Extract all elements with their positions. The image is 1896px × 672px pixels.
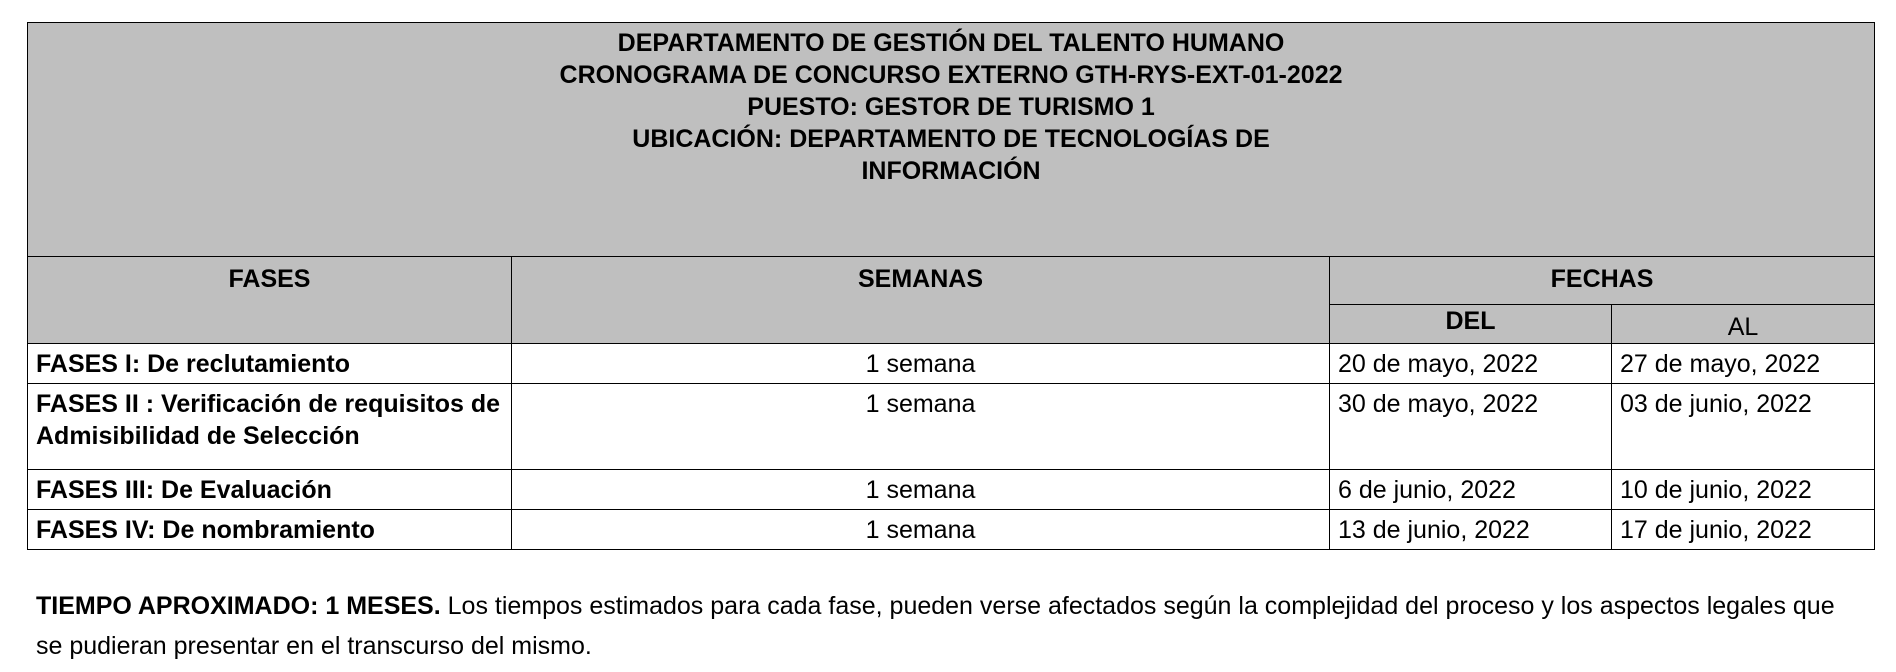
table-row — [28, 344, 1875, 384]
estimated-time-note — [36, 586, 1866, 666]
weeks-cell: 1 semana — [512, 470, 1330, 510]
title-line-location: UBICACIÓN: DEPARTAMENTO DE TECNOLOGÍAS DE — [632, 125, 1270, 153]
title-line-location-cont: INFORMACIÓN — [861, 157, 1041, 185]
date-to-cell: 03 de junio, 2022 — [1612, 384, 1875, 470]
date-to-cell: 17 de junio, 2022 — [1612, 510, 1875, 550]
table-row — [28, 510, 1875, 550]
estimated-time-text: Los tiempos estimados para cada fase, pueden verse afectados según la complejidad del proceso y los aspectos legales que se pudieran presentar en el transcurso del mismo. — [36, 592, 1835, 660]
title-line-position: PUESTO: GESTOR DE TURISMO 1 — [747, 93, 1155, 121]
weeks-cell: 1 semana — [512, 384, 1330, 470]
weeks-cell: 1 semana — [512, 344, 1330, 384]
date-to-cell: 10 de junio, 2022 — [1612, 470, 1875, 510]
column-header-del: DEL — [1330, 305, 1612, 344]
column-header-al-text: AL — [1727, 313, 1759, 341]
weeks-cell: 1 semana — [512, 510, 1330, 550]
date-from-cell: 13 de junio, 2022 — [1330, 510, 1612, 550]
schedule-table — [27, 22, 1875, 550]
date-to-cell: 27 de mayo, 2022 — [1612, 344, 1875, 384]
title-line-department: DEPARTAMENTO DE GESTIÓN DEL TALENTO HUMANO — [617, 29, 1285, 57]
column-header-semanas: SEMANAS — [512, 257, 1330, 344]
table-row — [28, 384, 1875, 470]
date-from-cell: 30 de mayo, 2022 — [1330, 384, 1612, 470]
column-header-fases: FASES — [28, 257, 512, 344]
column-header-fechas: FECHAS — [1330, 257, 1875, 305]
phase-cell: FASES III: De Evaluación — [28, 470, 512, 510]
column-header-al — [1612, 305, 1875, 344]
title-line-schedule: CRONOGRAMA DE CONCURSO EXTERNO GTH-RYS-EXT-01-2022 — [559, 61, 1343, 89]
table-row — [28, 470, 1875, 510]
estimated-time-label: TIEMPO APROXIMADO: 1 MESES. — [36, 592, 441, 620]
date-from-cell: 20 de mayo, 2022 — [1330, 344, 1612, 384]
table-title — [28, 23, 1875, 257]
date-from-cell: 6 de junio, 2022 — [1330, 470, 1612, 510]
phase-cell: FASES IV: De nombramiento — [28, 510, 512, 550]
phase-cell: FASES I: De reclutamiento — [28, 344, 512, 384]
phase-cell: FASES II : Verificación de requisitos de Admisibilidad de Selección — [28, 384, 512, 470]
